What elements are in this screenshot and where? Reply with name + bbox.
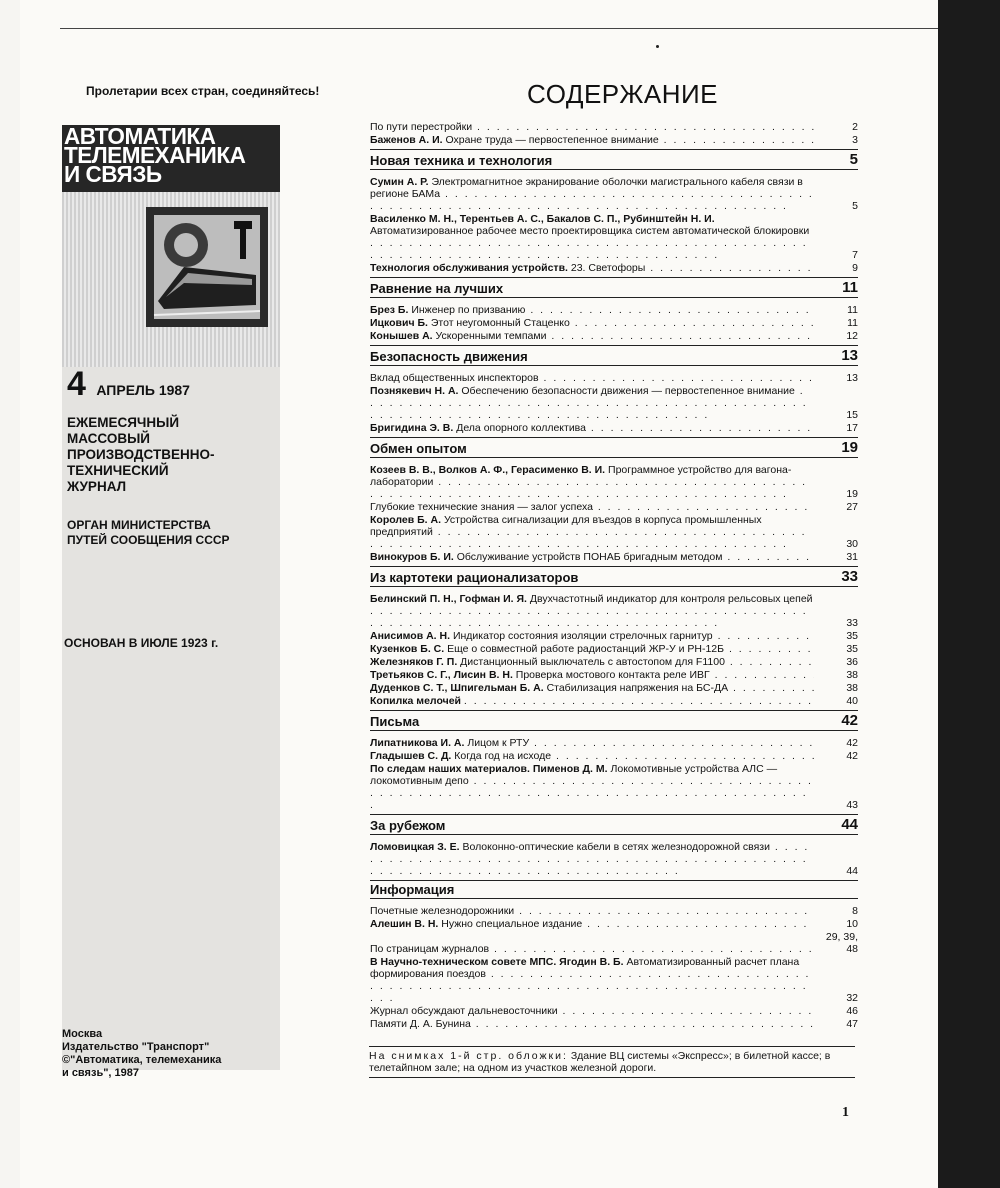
entry-page: 15 (846, 409, 858, 421)
ink-dot (656, 45, 659, 48)
toc-entry (370, 464, 858, 500)
entry-title: Лицом к РТУ (467, 737, 530, 749)
entry-text (370, 330, 814, 342)
entry-title: Еще о совместной работе радиостанций ЖР-У и РН-12Б (447, 643, 725, 655)
section-page: 13 (841, 347, 858, 364)
entry-text (370, 134, 814, 146)
entry-author: В Научно-техническом совете МПС. Ягодин В. Б. (370, 956, 624, 968)
entry-title: Вклад общественных инспекторов (370, 372, 539, 384)
section-title: Безопасность движения (370, 349, 528, 364)
entry-page: 35 (846, 643, 858, 655)
entry-text (370, 737, 814, 749)
entry-author: Алешин В. Н. (370, 918, 439, 930)
entry-author: Ицкович Б. (370, 317, 428, 329)
entry-title: Устройства сигнализации для въездов в корпуса промышленных предприятий (370, 514, 762, 538)
founded-note: ОСНОВАН В ИЮЛЕ 1923 г. (64, 636, 219, 650)
entry-title: По страницам журналов (370, 943, 490, 955)
entry-text (370, 682, 814, 694)
entry-title: Когда год на исходе (454, 750, 552, 762)
entry-text (370, 1018, 814, 1030)
entry-page: 43 (846, 799, 858, 811)
entry-title: Журнал обсуждают дальневосточники (370, 1005, 558, 1017)
toc-entry (370, 656, 858, 668)
entry-page: 30 (846, 538, 858, 550)
section-title: Новая техника и технология (370, 153, 553, 168)
section-title: Из картотеки рационализаторов (370, 570, 579, 585)
entry-page: 3 (852, 134, 858, 146)
entry-page: 38 (846, 682, 858, 694)
section-page: 11 (842, 279, 858, 296)
entry-text (370, 943, 814, 955)
entry-author: Гладышев С. Д. (370, 750, 452, 762)
entry-author: Василенко М. Н., Терентьев А. С., Бакалов С. П., Рубинштейн Н. И. (370, 213, 715, 225)
masthead-band (62, 125, 280, 192)
entry-page: 5 (852, 200, 858, 212)
toc-entry (370, 669, 858, 681)
desc-line: МАССОВЫЙ (67, 431, 150, 446)
entry-page: 13 (846, 372, 858, 384)
section-page: 19 (841, 439, 858, 456)
toc-entry (370, 763, 858, 811)
entry-page: 9 (852, 262, 858, 274)
entry-author: Брез Б. (370, 304, 409, 316)
entry-text (370, 656, 814, 668)
entry-title: Обеспечению безопасности движения — первостепенное внимание (461, 385, 795, 397)
toc-entry (370, 737, 858, 749)
organ-line: ПУТЕЙ СООБЩЕНИЯ СССР (67, 533, 230, 547)
entry-title: Дела опорного коллектива (456, 422, 586, 434)
entry-title: Ускоренными темпами (435, 330, 547, 342)
entry-page: 35 (846, 630, 858, 642)
entry-title: Охране труда — первостепенное внимание (445, 134, 659, 146)
entry-title: Этот неугомонный Стаценко (430, 317, 570, 329)
toc-entry (370, 330, 858, 342)
entry-author: Копилка мелочей (370, 695, 461, 707)
entry-author: Технология обслуживания устройств. (370, 262, 568, 274)
toc-entry (370, 695, 858, 707)
toc-entry (370, 593, 858, 629)
entry-author: Железняков Г. П. (370, 656, 458, 668)
toc-entry (370, 1018, 858, 1030)
desc-line: ТЕХНИЧЕСКИЙ (67, 463, 169, 478)
entry-text (370, 304, 814, 316)
toc-entry (370, 176, 858, 212)
entry-page: 29, 39, 48 (825, 931, 858, 955)
entry-text (370, 763, 814, 811)
toc-entry (370, 262, 858, 274)
slogan: Пролетарии всех стран, соединяйтесь! (86, 84, 320, 98)
toc-entry (370, 317, 858, 329)
toc-entry (370, 385, 858, 421)
entry-page: 31 (846, 551, 858, 563)
entry-text (370, 630, 814, 642)
journal-title: АВТОМАТИКА ТЕЛЕМЕХАНИКА И СВЯЗЬ (64, 123, 246, 187)
entry-text (370, 176, 814, 212)
toc-entry (370, 841, 858, 877)
caption-text: Здание ВЦ системы «Экспресс»; в билетной кассе; в телетайпном зале; на одном из участков железной дороги. (369, 1050, 831, 1074)
toc-entry (370, 905, 858, 917)
entry-title: Программное устройство для вагона-лаборатории (370, 464, 792, 488)
entry-page: 47 (846, 1018, 858, 1030)
entry-page: 42 (846, 750, 858, 762)
imprint-line: Москва (62, 1028, 103, 1040)
train-emblem-icon (144, 205, 270, 329)
toc-entry (370, 750, 858, 762)
entry-page: 10 (846, 918, 858, 930)
entry-text (370, 750, 814, 762)
entry-page: 42 (846, 737, 858, 749)
entry-text (370, 501, 814, 513)
entry-author: Конышев А. (370, 330, 433, 342)
entry-author: Дуденков С. Т., Шпигельман Б. А. (370, 682, 544, 694)
entry-title: Нужно специальное издание (441, 918, 583, 930)
organ-line: ОРГАН МИНИСТЕРСТВА (67, 518, 211, 532)
section-page: 42 (841, 712, 858, 729)
entry-page: 8 (852, 905, 858, 917)
toc-title: СОДЕРЖАНИЕ (527, 79, 719, 109)
entry-title: Двухчастотный индикатор для контроля рельсовых цепей (529, 593, 813, 605)
publisher-organ (67, 518, 279, 548)
entry-author: Козеев В. В., Волков А. Ф., Герасименко В. И. (370, 464, 606, 476)
toc-entry (370, 213, 858, 261)
toc-section-heading (370, 437, 858, 458)
toc-entry (370, 643, 858, 655)
entry-author: Винокуров Б. И. (370, 551, 454, 563)
top-rule (60, 28, 938, 29)
toc-entry (370, 501, 858, 513)
entry-page: 44 (846, 865, 858, 877)
desc-line: ПРОИЗВОДСТВЕННО- (67, 447, 215, 462)
entry-text (370, 593, 814, 629)
toc-entry (370, 630, 858, 642)
entry-text (370, 317, 814, 329)
toc-entry (370, 918, 858, 930)
entry-page: 2 (852, 121, 858, 133)
imprint-line: Издательство "Транспорт" (62, 1041, 210, 1053)
cover-caption (369, 1046, 855, 1078)
entry-page: 36 (846, 656, 858, 668)
entry-text (370, 464, 814, 500)
entry-title: Обслуживание устройств ПОНАБ бригадным методом (456, 551, 723, 563)
toc-section-heading (370, 566, 858, 587)
entry-author: Третьяков С. Г., Лисин В. Н. (370, 669, 513, 681)
toc-section-heading (370, 345, 858, 366)
entry-text (370, 669, 814, 681)
toc-entry (370, 372, 858, 384)
entry-author: Анисимов А. Н. (370, 630, 451, 642)
section-title: Обмен опытом (370, 441, 467, 456)
entry-title: Инженер по призванию (411, 304, 526, 316)
toc-entry (370, 1005, 858, 1017)
toc-entry (370, 956, 858, 1004)
toc-entry (370, 121, 858, 133)
entry-title: Локомотивные устройства АЛС — локомотивным депо (370, 763, 778, 787)
table-of-contents (370, 121, 858, 1031)
entry-text (370, 643, 814, 655)
entry-title: Дистанционный выключатель с автостопом для F1100 (460, 656, 725, 668)
caption-lead: На снимках 1-й стр. обложки: (369, 1050, 568, 1062)
section-page: 44 (841, 816, 858, 833)
toc-entry (370, 304, 858, 316)
entry-author: Ломовицкая З. Е. (370, 841, 460, 853)
entry-text (370, 695, 814, 707)
entry-text (370, 385, 814, 421)
entry-title: Памяти Д. А. Бунина (370, 1018, 471, 1030)
entry-title: Автоматизированное рабочее место проектировщика систем автоматической блокировки (370, 225, 810, 237)
toc-entry (370, 931, 858, 955)
desc-line: ЖУРНАЛ (67, 479, 127, 494)
cover-panel (62, 123, 280, 1079)
issue-line (67, 365, 190, 404)
entry-author: Сумин А. Р. (370, 176, 429, 188)
issue-date: АПРЕЛЬ 1987 (96, 382, 190, 398)
entry-text (370, 918, 814, 930)
desc-line: ЕЖЕМЕСЯЧНЫЙ (67, 415, 180, 430)
entry-page: 19 (846, 488, 858, 500)
entry-text (370, 956, 814, 1004)
toc-entry (370, 682, 858, 694)
entry-title: Автоматизированный расчет плана формирования поездов (370, 956, 800, 980)
section-page: 5 (849, 151, 858, 168)
toc-section-heading (370, 149, 858, 170)
entry-text (370, 1005, 814, 1017)
entry-text (370, 905, 814, 917)
imprint (62, 1028, 280, 1080)
toc-section-heading (370, 880, 858, 899)
entry-page: 7 (852, 249, 858, 261)
toc-section-heading (370, 277, 858, 298)
imprint-line: ©"Автоматика, телемеханика (62, 1054, 222, 1066)
entry-text (370, 514, 814, 550)
entry-author: Баженов А. И. (370, 134, 443, 146)
entry-page: 46 (846, 1005, 858, 1017)
entry-title: Индикатор состояния изоляции стрелочных гарнитур (452, 630, 713, 642)
entry-page: 17 (846, 422, 858, 434)
entry-page: 33 (846, 617, 858, 629)
entry-title: Глубокие технические знания — залог успеха (370, 501, 593, 513)
section-title: Информация (370, 882, 455, 897)
toc-entry (370, 422, 858, 434)
entry-title: Электромагнитное экранирование оболочки магистрального кабеля связи в регионе БАМа (370, 176, 803, 200)
entry-text (370, 213, 814, 261)
entry-author: Познякевич Н. А. (370, 385, 459, 397)
entry-author: Липатникова И. А. (370, 737, 465, 749)
section-page: 33 (841, 568, 858, 585)
entry-author: Кузенков Б. С. (370, 643, 445, 655)
entry-title: 23. Светофоры (570, 262, 646, 274)
entry-title: Почетные железнодорожники (370, 905, 515, 917)
entry-title: По пути перестройки (370, 121, 473, 133)
entry-author: Королев Б. А. (370, 514, 442, 526)
toc-entry (370, 514, 858, 550)
entry-title: Волоконно-оптические кабели в сетях железнодорожной связи (462, 841, 770, 853)
issue-number: 4 (67, 365, 86, 403)
entry-title: Проверка мостового контакта реле ИВГ (515, 669, 710, 681)
entry-text (370, 262, 814, 274)
toc-section-heading (370, 814, 858, 835)
entry-author: Белинский П. Н., Гофман И. Я. (370, 593, 527, 605)
imprint-line: и связь", 1987 (62, 1067, 139, 1079)
section-title: Письма (370, 714, 420, 729)
entry-text (370, 551, 814, 563)
journal-description (67, 415, 277, 495)
entry-page: 38 (846, 669, 858, 681)
entry-page: 32 (846, 992, 858, 1004)
entry-page: 40 (846, 695, 858, 707)
entry-text (370, 121, 814, 133)
entry-text (370, 372, 814, 384)
toc-entry (370, 551, 858, 563)
entry-page: 12 (846, 330, 858, 342)
entry-page: 11 (847, 304, 858, 316)
section-title: За рубежом (370, 818, 446, 833)
entry-title: Стабилизация напряжения на БС-ДА (546, 682, 729, 694)
entry-text (370, 422, 814, 434)
entry-author: Бригидина Э. В. (370, 422, 454, 434)
section-title: Равнение на лучших (370, 281, 504, 296)
entry-author: По следам наших материалов. Пименов Д. М. (370, 763, 608, 775)
scan-dark-edge (938, 0, 1000, 1188)
toc-entry (370, 134, 858, 146)
entry-page: 11 (847, 317, 858, 329)
page-number: 1 (842, 1105, 849, 1120)
entry-text (370, 841, 814, 877)
toc-section-heading (370, 710, 858, 731)
entry-page: 27 (846, 501, 858, 513)
